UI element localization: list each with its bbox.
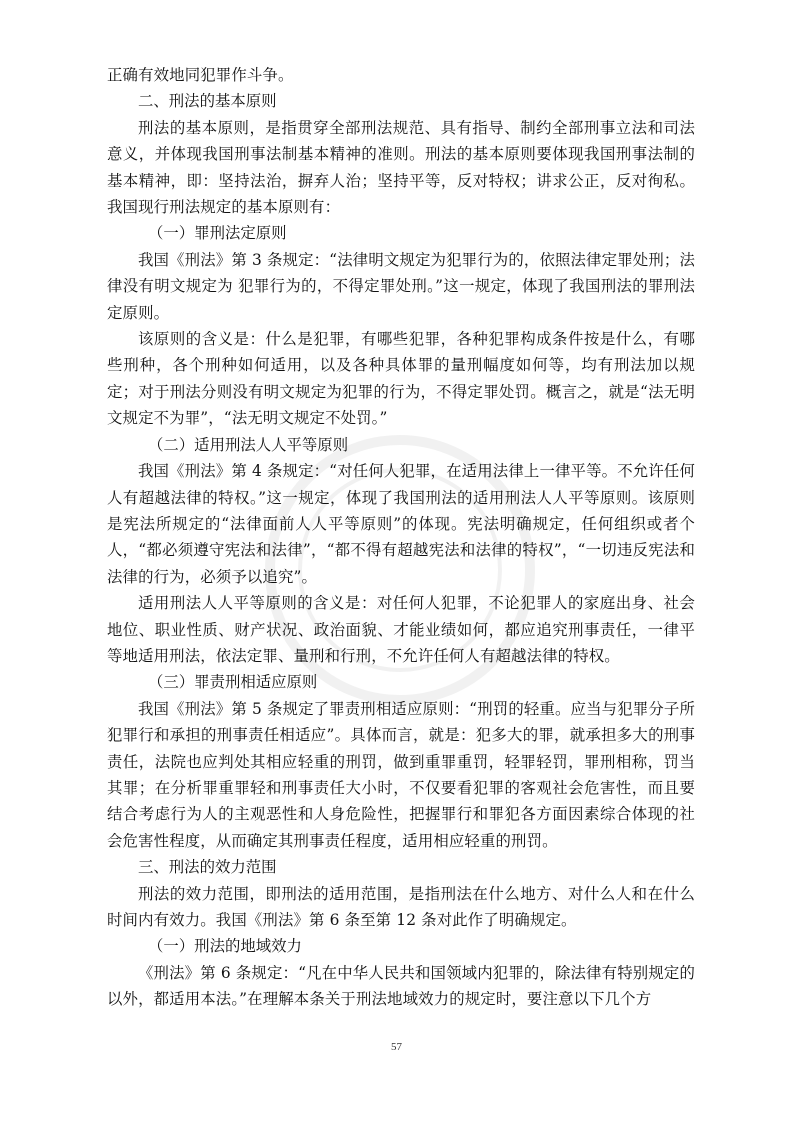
document-body — [107, 62, 695, 1013]
paragraph-14: 《刑法》第 6 条规定：“凡在中华人民共和国领域内犯罪的，除法律有特别规定的以外，都适用本法。”在理解本条关于刑法地域效力的规定时，要注意以下几个方 — [107, 963, 695, 1009]
subheading-4: （一）刑法的地域效力 — [148, 937, 302, 956]
subheading-3: （三）罪责刑相适应原则 — [148, 673, 318, 692]
section-heading-3: 三、刑法的效力范围 — [138, 858, 277, 877]
section-heading-2: 二、刑法的基本原则 — [138, 92, 277, 111]
paragraph-10: 我国《刑法》第 5 条规定了罪责刑相适应原则：“刑罚的轻重。应当与犯罪分子所犯罪行和承担的刑事责任相适应”。具体而言，就是：犯多大的罪，就承担多大的刑事责任，法院也应判处其相应轻重的刑罚，做到重罪重罚，轻罪轻罚，罪刑相称，罚当其罪；在分析罪重罪轻和刑事责任大小时，不仅要看犯罪的客观社会危害性，而且要结合考虑行为人的主观恶性和人身危险性，把握罪行和罪犯各方面因素综合体现的社会危害性程度，从而确定其刑事责任程度，适用相应轻重的刑罚。 — [107, 699, 695, 850]
subheading-1: （一）罪刑法定原则 — [148, 224, 287, 243]
paragraph-4: 我国《刑法》第 3 条规定：“法律明文规定为犯罪行为的，依照法律定罪处刑；法律没有明文规定为 犯罪行为的，不得定罪处刑。”这一规定，体现了我国刑法的罪刑法定原则。 — [107, 250, 695, 322]
paragraph-8: 适用刑法人人平等原则的含义是：对任何人犯罪，不论犯罪人的家庭出身、社会地位、职业性质、财产状况、政治面貌、才能业绩如何，都应追究刑事责任，一律平等地适用刑法，依法定罪、量刑和行刑，不允许任何人有超越法律的特权。 — [107, 594, 695, 665]
subheading-2: （二）适用刑法人人平等原则 — [148, 435, 349, 454]
page-number: 57 — [391, 1041, 402, 1053]
paragraph-12: 刑法的效力范围，即刑法的适用范围，是指刑法在什么地方、对什么人和在什么时间内有效力。我国《刑法》第 6 条至第 12 条对此作了明确规定。 — [107, 884, 695, 929]
paragraph-2: 刑法的基本原则，是指贯穿全部刑法规范、具有指导、制约全部刑事立法和司法意义，并体现我国刑事法制基本精神的准则。刑法的基本原则要体现我国刑事法制的基本精神，即：坚持法治，摒弃人治；坚持平等，反对特权；讲求公正，反对徇私。我国现行刑法规定的基本原则有： — [107, 118, 695, 217]
paragraph-0: 正确有效地同犯罪作斗争。 — [107, 66, 294, 84]
paragraph-7: 我国《刑法》第 4 条规定：“对任何人犯罪，在适用法律上一律平等。不允许任何人有超越法律的特权。”这一规定，体现了我国刑法的适用刑法人人平等原则。该原则是宪法所规定的“法律面前人人平等原则”的体现。宪法明确规定，任何组织或者个人，“都必须遵守宪法和法律”，“都不得有超越宪法和法律的特权”，“一切违反宪法和法律的行为，必须予以追究”。 — [107, 462, 695, 586]
paragraph-5: 该原则的含义是：什么是犯罪，有哪些犯罪，各种犯罪构成条件按是什么，有哪些刑种，各个刑种如何适用，以及各种具体罪的量刑幅度如何等，均有刑法加以规定；对于刑法分则没有明文规定为犯罪的行为，不得定罪处罚。概言之，就是“法无明文规定不为罪”，“法无明文规定不处罚。” — [107, 330, 695, 428]
